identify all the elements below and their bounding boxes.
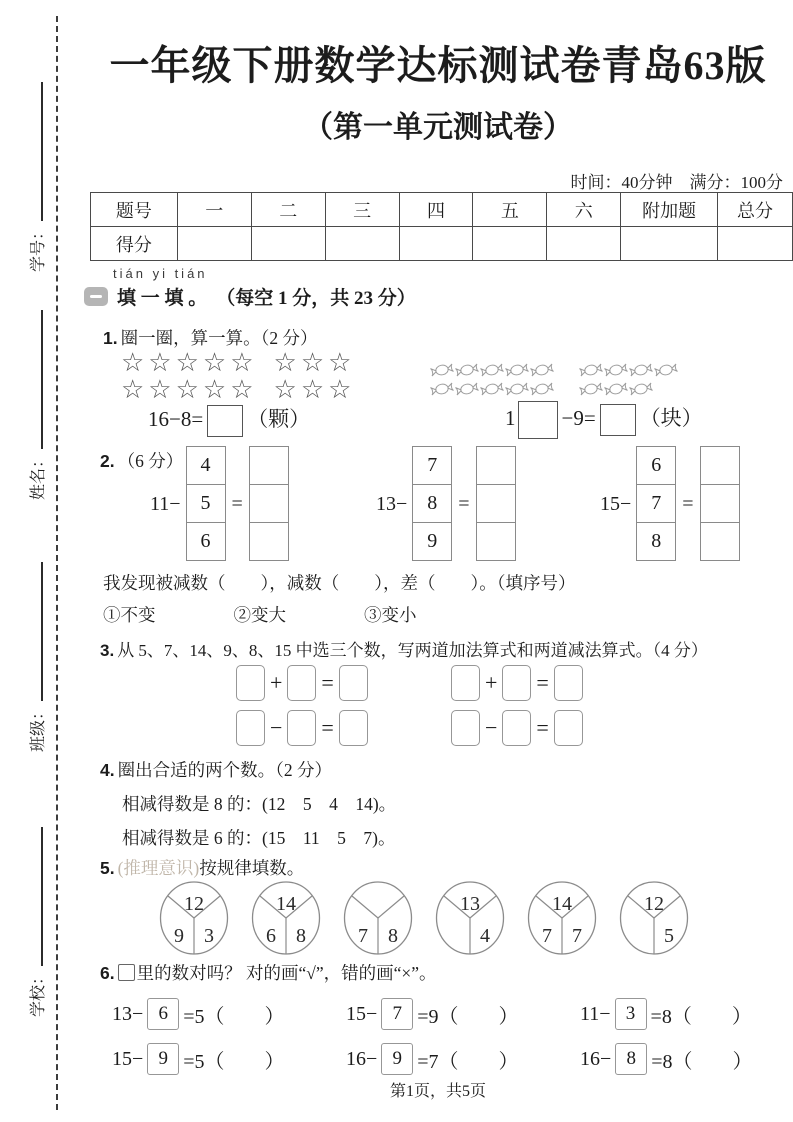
equals-sign: = xyxy=(321,670,334,695)
subtrahend-cell: 7 xyxy=(636,484,676,523)
equation-prefix: 15− xyxy=(346,1002,378,1025)
candy-icon xyxy=(528,361,556,379)
number-circle-figure xyxy=(342,880,414,956)
answer-cell[interactable] xyxy=(700,522,740,561)
number-circle-figure xyxy=(250,880,322,956)
equation-prefix: 15− xyxy=(112,1047,144,1070)
sidebar-field-1 xyxy=(24,82,48,272)
equation-result: =8（ ） xyxy=(651,1050,753,1073)
subtrahend-cell: 8 xyxy=(636,522,676,561)
candy-icon xyxy=(503,361,531,379)
candy-row xyxy=(428,361,677,379)
score-table-header-cell: 三 xyxy=(325,193,399,227)
candy-icon xyxy=(627,380,655,398)
svg-text:13: 13 xyxy=(460,893,480,915)
equals-sign: = xyxy=(536,670,549,695)
score-input-cell[interactable] xyxy=(473,227,547,261)
page-title: 一年级下册数学达标测试卷青岛63版 xyxy=(109,43,767,88)
section-one-header xyxy=(84,283,416,310)
q2-finding-text: 我发现被减数（ ），减数（ ），差（ ）。（填序号） xyxy=(103,573,576,593)
candy-icon xyxy=(428,380,456,398)
q4-line-1: 相减得数是 8 的：(12 5 4 14)。 xyxy=(122,794,397,814)
answer-box[interactable] xyxy=(554,710,583,746)
q1-header xyxy=(103,325,317,350)
subtrahend-cell: 4 xyxy=(186,446,226,485)
star-row xyxy=(121,350,355,377)
q6-text: 里的数对吗？ 对的画“√”，错的画“×”。 xyxy=(136,963,437,983)
score-table-header-cell: 二 xyxy=(251,193,325,227)
subtrahend-cell: 8 xyxy=(412,484,452,523)
svg-text:8: 8 xyxy=(388,925,398,947)
score-input-cell[interactable] xyxy=(399,227,473,261)
q2-groups xyxy=(0,447,793,567)
q5-text: 按规律填数。 xyxy=(199,858,305,878)
answer-cell[interactable] xyxy=(249,484,289,523)
score-input-cell[interactable] xyxy=(177,227,251,261)
equation-result: =5（ ） xyxy=(183,1005,285,1028)
minuend-label: 13− xyxy=(376,492,408,515)
candy-icon xyxy=(627,361,655,379)
q3-equation xyxy=(447,710,662,746)
svg-text:5: 5 xyxy=(664,925,674,947)
option-3: ③变小 xyxy=(364,605,417,625)
answer-box[interactable] xyxy=(451,665,480,701)
answer-column xyxy=(476,447,516,561)
q5-number: 5. xyxy=(100,858,115,878)
stars-eq-prefix: 16−8= xyxy=(148,407,204,431)
q2-group-3 xyxy=(600,447,740,561)
q4-number: 4. xyxy=(100,760,115,780)
stars-figure xyxy=(121,350,355,404)
answer-box[interactable] xyxy=(554,665,583,701)
svg-text:7: 7 xyxy=(542,925,552,947)
equals-sign: = xyxy=(231,492,243,515)
number-circle-figure xyxy=(158,880,230,956)
svg-text:3: 3 xyxy=(204,925,214,947)
score-input-cell[interactable] xyxy=(325,227,399,261)
answer-box[interactable] xyxy=(600,404,636,436)
q2-number: 2. xyxy=(100,451,115,471)
subtrahend-column xyxy=(186,447,226,561)
subtrahend-column xyxy=(412,447,452,561)
write-line[interactable] xyxy=(29,82,43,221)
q3-equation xyxy=(232,665,447,701)
score-input-cell[interactable] xyxy=(547,227,621,261)
q4-line-2: 相减得数是 6 的：(15 11 5 7)。 xyxy=(122,828,396,848)
candies-equation xyxy=(505,401,703,439)
svg-text:12: 12 xyxy=(184,893,204,915)
blank-box-icon xyxy=(118,964,135,981)
score-table-header-cell: 附加题 xyxy=(621,193,718,227)
subtrahend-cell: 6 xyxy=(186,522,226,561)
page-subtitle: （第一单元测试卷） xyxy=(303,111,573,144)
candy-icon xyxy=(577,380,605,398)
number-circle-figure xyxy=(618,880,690,956)
section-score: （每空 1 分，共 23 分） xyxy=(216,288,416,309)
q5-header xyxy=(100,855,304,880)
q3-number: 3. xyxy=(100,641,115,660)
star-icon: ☆☆☆ xyxy=(273,375,356,405)
number-circle xyxy=(342,880,414,961)
candies-figure xyxy=(428,361,677,398)
star-icon: ☆☆☆☆☆ xyxy=(121,375,258,405)
answer-box[interactable] xyxy=(287,665,316,701)
q3-header xyxy=(100,636,708,661)
subtrahend-cell: 6 xyxy=(636,446,676,485)
q6-equations xyxy=(112,998,793,1075)
sidebar-field-label: 学号： xyxy=(29,223,47,272)
equation-prefix: 16− xyxy=(346,1047,378,1070)
star-row xyxy=(121,377,355,404)
svg-text:8: 8 xyxy=(296,925,306,947)
subtrahend-cell: 7 xyxy=(412,446,452,485)
q4-header xyxy=(100,757,332,782)
stars-eq-unit: （颗） xyxy=(247,407,311,431)
equals-sign: = xyxy=(536,715,549,740)
section-number-badge xyxy=(84,287,108,306)
answer-cell[interactable] xyxy=(476,522,516,561)
given-answer-box: 6 xyxy=(147,998,179,1030)
equation-result: =5（ ） xyxy=(183,1050,285,1073)
q6-equation xyxy=(112,1043,346,1075)
answer-cell[interactable] xyxy=(700,484,740,523)
score-table-header-cell: 题号 xyxy=(91,193,178,227)
candy-icon xyxy=(503,380,531,398)
q4-text: 圈出合适的两个数。（2 分） xyxy=(117,760,332,780)
score-input-cell[interactable] xyxy=(621,227,718,261)
q6-equation xyxy=(580,998,793,1030)
number-circle xyxy=(526,880,598,961)
number-circle-figure xyxy=(434,880,506,956)
score-input-cell[interactable] xyxy=(718,227,793,261)
q3-equations xyxy=(232,665,662,746)
operator-sign: + xyxy=(485,670,498,695)
q5-tag: (推理意识) xyxy=(117,858,200,878)
subtrahend-cell: 5 xyxy=(186,484,226,523)
star-icon: ☆☆☆☆☆ xyxy=(121,348,258,378)
operator-sign: − xyxy=(270,715,283,740)
svg-text:4: 4 xyxy=(480,925,490,947)
score-table-header-cell: 四 xyxy=(399,193,473,227)
candies-eq-mid: −9= xyxy=(561,405,596,430)
q2-group-2 xyxy=(376,447,516,561)
candies-eq-unit: （块） xyxy=(639,405,703,430)
equation-result: =8（ ） xyxy=(650,1005,752,1028)
given-answer-box: 7 xyxy=(381,998,413,1030)
q3-text: 从 5、7、14、9、8、15 中选三个数，写两道加法算式和两道减法算式。（4 分） xyxy=(117,641,708,660)
section-one-icon xyxy=(90,295,102,298)
candy-icon xyxy=(528,380,556,398)
answer-cell[interactable] xyxy=(476,484,516,523)
score-row-label: 得分 xyxy=(91,227,178,261)
given-answer-box: 9 xyxy=(381,1043,413,1075)
q2-group-1 xyxy=(150,447,289,561)
answer-box[interactable] xyxy=(518,401,558,439)
answer-cell[interactable] xyxy=(700,446,740,485)
candy-icon xyxy=(453,380,481,398)
number-circle xyxy=(250,880,322,961)
answer-box[interactable] xyxy=(236,665,265,701)
operator-sign: + xyxy=(270,670,283,695)
number-circle-figure xyxy=(526,880,598,956)
candy-row xyxy=(428,379,677,397)
candy-icon xyxy=(652,361,680,379)
score-table-header-cell: 总分 xyxy=(718,193,793,227)
equation-result: =9（ ） xyxy=(417,1005,519,1028)
write-line[interactable] xyxy=(29,562,43,701)
q6-equation xyxy=(346,1043,580,1075)
answer-box[interactable] xyxy=(502,710,531,746)
answer-column xyxy=(249,447,289,561)
answer-box[interactable] xyxy=(502,665,531,701)
answer-cell[interactable] xyxy=(249,446,289,485)
answer-box[interactable] xyxy=(236,710,265,746)
score-table-header-cell: 六 xyxy=(547,193,621,227)
equals-sign: = xyxy=(682,492,694,515)
time-score-meta: 时间：40分钟 满分：100分 xyxy=(570,173,783,192)
equation-prefix: 13− xyxy=(112,1002,144,1025)
candies-eq-prefix: 1 xyxy=(505,405,516,430)
score-table-header-cell: 五 xyxy=(473,193,547,227)
q5-circles xyxy=(158,880,690,961)
score-table xyxy=(90,192,793,261)
q6-equation xyxy=(112,998,346,1030)
minuend-label: 15− xyxy=(600,492,632,515)
q6-equation xyxy=(580,1043,793,1075)
sidebar-field-label: 姓名： xyxy=(29,451,47,500)
write-line[interactable] xyxy=(29,310,43,449)
equation-prefix: 16− xyxy=(580,1047,612,1070)
stars-equation xyxy=(148,403,310,437)
minuend-label: 11− xyxy=(150,492,181,515)
svg-text:12: 12 xyxy=(644,893,664,915)
q6-equation xyxy=(346,998,580,1030)
given-answer-box: 9 xyxy=(147,1043,179,1075)
page-footer: 第1页，共5页 xyxy=(389,1083,486,1100)
q1-text: 圈一圈，算一算。（2 分） xyxy=(120,328,318,348)
number-circle xyxy=(434,880,506,961)
svg-text:6: 6 xyxy=(266,925,276,947)
subtrahend-cell: 9 xyxy=(412,522,452,561)
equation-result: =7（ ） xyxy=(417,1050,519,1073)
svg-text:14: 14 xyxy=(276,893,296,915)
q6-header xyxy=(100,960,437,985)
section-title: 填 一 填 。 xyxy=(117,288,208,309)
q3-equation xyxy=(232,710,447,746)
svg-text:7: 7 xyxy=(358,925,368,947)
sidebar-field-4 xyxy=(24,827,48,1017)
q2-options xyxy=(103,602,417,627)
sidebar-field-3 xyxy=(24,562,48,752)
q3-equation xyxy=(447,665,662,701)
answer-box[interactable] xyxy=(207,405,243,437)
option-1: ①不变 xyxy=(103,605,156,625)
answer-box[interactable] xyxy=(339,710,368,746)
answer-cell[interactable] xyxy=(476,446,516,485)
subtrahend-column xyxy=(636,447,676,561)
option-2: ②变大 xyxy=(233,605,286,625)
answer-box[interactable] xyxy=(451,710,480,746)
given-answer-box: 8 xyxy=(615,1043,647,1075)
candy-icon xyxy=(428,361,456,379)
score-table-header-cell: 一 xyxy=(177,193,251,227)
candy-icon xyxy=(478,380,506,398)
q6-number: 6. xyxy=(100,963,115,983)
equals-sign: = xyxy=(458,492,470,515)
write-line[interactable] xyxy=(29,827,43,966)
number-circle xyxy=(158,880,230,961)
operator-sign: − xyxy=(485,715,498,740)
svg-text:9: 9 xyxy=(174,925,184,947)
answer-box[interactable] xyxy=(287,710,316,746)
candy-icon xyxy=(602,380,630,398)
candy-icon xyxy=(577,361,605,379)
equation-prefix: 11− xyxy=(580,1002,611,1025)
number-circle xyxy=(618,880,690,961)
answer-column xyxy=(700,447,740,561)
answer-cell[interactable] xyxy=(249,522,289,561)
candy-icon xyxy=(602,361,630,379)
candy-icon xyxy=(478,361,506,379)
equals-sign: = xyxy=(321,715,334,740)
q1-number: 1. xyxy=(103,328,118,348)
svg-text:7: 7 xyxy=(572,925,582,947)
answer-box[interactable] xyxy=(339,665,368,701)
score-input-cell[interactable] xyxy=(251,227,325,261)
section-pinyin: tián yi tián xyxy=(113,266,208,281)
candy-icon xyxy=(453,361,481,379)
q2-score: （6 分） xyxy=(117,451,184,471)
star-icon: ☆☆☆ xyxy=(273,348,356,378)
sidebar-field-label: 学校： xyxy=(29,968,47,1017)
svg-text:14: 14 xyxy=(552,893,572,915)
sidebar-field-label: 班级： xyxy=(29,703,47,752)
given-answer-box: 3 xyxy=(615,998,647,1030)
